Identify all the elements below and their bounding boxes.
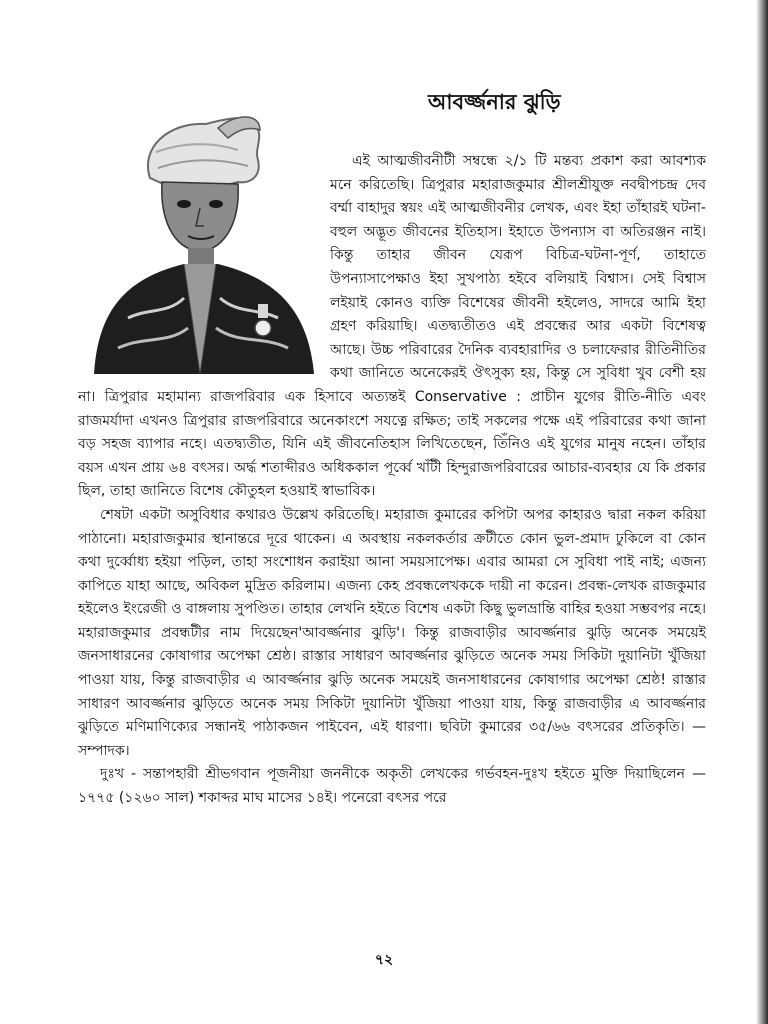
paragraph-editor-note: শেষটা একটা অসুবিধার কথারও উল্লেখ করিতেছি। মহারাজ কুমারের কপিটা অপর কাহারও দ্বারা নকল করিয়া পাঠানো। মহারাজকুমার স্থানান্তরে দূরে থাকেন। এ অবস্থায় নকলকর্তার ক্রটীতে কোন ভুল-প্রমাদ ঢুকিলে বা কোন কথা দুর্ব্বোধ্য হইয়া পড়িল, তাহা সংশোধন করাইয়া আনা সময়সাপেক্ষ। এবার আমরা সে সুবিধা পাই নাই; এজন্য কাপিতে যাহা আছে, অবিকল মুদ্রিত করিলাম। এজন্য কেহ প্রবন্ধলেখককে দায়ী না করেন। প্রবন্ধ-লেখক রাজকুমার হইলেও ইংরেজী ও বাঙ্গলায় সুপণ্ডিত। তাহার লেখনি হইতে বিশেষ একটা কিছু ভুলভ্রান্তি বাহির হওয়া সম্ভবপর নহে। মহারাজকুমার প্রবন্ধটীর নাম দিয়েছেন'আবর্জ্জনার ঝুড়ি'। কিন্তু রাজবাড়ীর আবর্জ্জনার ঝুড়ি অনেক সময়েই জনসাধারনের কোষাগার অপেক্ষা শ্রেষ্ঠ। রাস্তার সাধারণ আবর্জ্জনার ঝুড়িতে অনেক সময় সিকিটা দুয়ানিটা খুঁজিয়া পাওয়া যায়, কিন্তু রাজবাড়ীর এ আবর্জ্জনার ঝুড়ি অনেক সময়েই জনসাধারনের কোষাগার অপেক্ষা শ্রেষ্ঠ! রাস্তার সাধারণ আবর্জ্জনার ঝুড়িতে অনেক সময় সিকিটা দুয়ানিটা খুঁজিয়া পাওয়া যায়, কিন্তু রাজবাড়ীর এ আবর্জ্জনার ঝুড়িতে মণিমাণিক্যের সন্ধানই পাঠাকজন পাইবেন, এই ধারণা। ছবিটা কুমারের ৩৫/৬৬ বৎসরের প্রতিকৃতি। —সম্পাদক। — [78, 506, 706, 759]
paragraph-intro: এই আত্মজীবনীটী সম্বন্ধে ২/১ টি মন্তব্য প্রকাশ করা আবশ্যক মনে করিতেছি। ত্রিপুরার মহারাজকুমার শ্রীলশ্রীযুক্ত নবদ্বীপচন্দ্র দেব বর্ম্মা বাহাদুর স্বয়ং এই আত্মজীবনীর লেখক, এবং ইহা তাঁহারই ঘটনা-বহুল অদ্ভূত জীবনের ইতিহাস। ইহাতে উপন্যাস বা অতিরঞ্জন নাই। কিন্তু তাহার জীবন যেরূপ বিচিত্র-ঘটনা-পূর্ণ, তাহাতে উপন্যাসাপেক্ষাও ইহা সুখপাঠ্য হইবে বলিয়াই বিশ্বাস। সেই বিশ্বাস লইয়াই কোনও ব্যক্তি বিশেষের জীবনী হইলেও, সাদরে আমি ইহা গ্রহণ করিয়াছি। এতদ্ব্যতীতও এই প্রবন্ধের আর একটা বিশেষত্ব আছে। উচ্চ পরিবারের দৈনিক ব্যবহারাদির ও চলাফেরার রীতিনীতির কথা জানিতে অনেকেরই ঔৎসুক্য হয়, কিন্তু সে সুবিধা খুব বেশী হয় না। ত্রিপুরার মহামান্য রাজপরিবার এক হিসাবে অত্যন্তই Conservative : প্রাচীন যুগের রীতি-নীতি এবং রাজমর্যাদা এখনও ত্রিপুরার রাজপরিবারে অনেকাংশে সযত্নে রক্ষিত; তাই সকলের পক্ষে এই পরিবারের কথা জানা বড় সহজ ব্যাপার নহে। এতদ্ব্যতীত, যিনি এই জীবনেতিহাস লিখিতেছেন, তিঁনিও এই যুগের মানুষ নহেন। তাঁহার বয়স এখন প্রায় ৬৪ বৎসর। অর্দ্ধ শতাব্দীরও অধিককাল পূর্ব্বে খাঁটী হিন্দুরাজপরিবারের আচার-ব্যবহার যে কি প্রকার ছিল, তাহা জানিতে বিশেষ কৌতুহল হওয়াই স্বাভাবিক। — [78, 153, 706, 500]
page-title: আবর্জ্জনার ঝুড়ি — [428, 90, 561, 114]
article-body — [78, 150, 706, 811]
portrait-float-spacer — [78, 150, 330, 370]
page-number: ৭২ — [374, 952, 394, 968]
page-edge-shadow — [756, 0, 768, 1024]
paragraph-birth: দুঃখ - সন্তাপহারী শ্রীভগবান পূজনীয়া জননীকে অকৃতী লেখকের গর্ভবহন-দুঃখ হইতে মুক্তি দিয়াছিলেন —১৭৭৫ (১২৬০ সাল) শকাব্দর মাঘ মাসের ১৪ই। পনেরো বৎসর পরে — [78, 766, 706, 807]
